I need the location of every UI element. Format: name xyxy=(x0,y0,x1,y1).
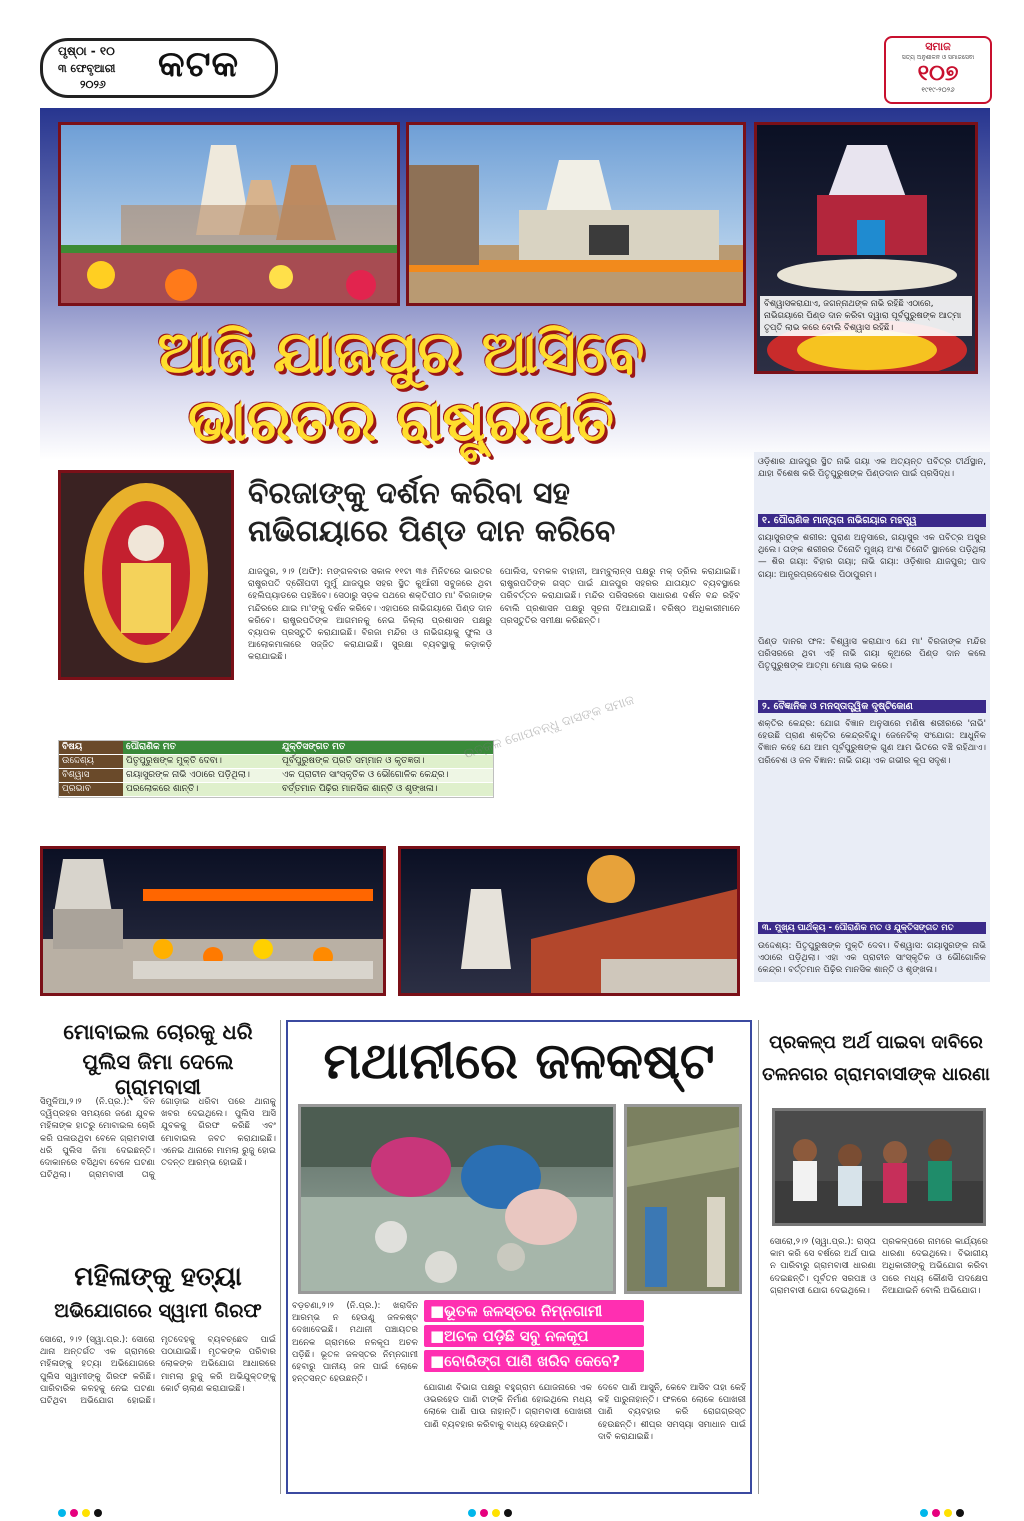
table-col-b: ବର୍ତ୍ତମାନ ପିଢ଼ିର ମାନସିକ ଶାନ୍ତି ଓ ଶୃଙ୍ଖଳା। xyxy=(279,783,493,797)
temple-photo-1 xyxy=(58,122,400,306)
project-headline-line1: ପ୍ରକଳ୍ପ ଅର୍ଥ ପାଇବା ଦାବିରେ xyxy=(769,1032,983,1053)
footer-dots-left xyxy=(56,1502,104,1521)
footer-dots-center xyxy=(466,1502,514,1521)
logo-number: ୧୦୭ xyxy=(917,61,959,86)
table-row xyxy=(59,741,493,755)
temple-illustration-1 xyxy=(61,125,397,303)
table-row xyxy=(59,783,493,797)
tubewell-illustration xyxy=(627,1107,739,1291)
water-photo-women xyxy=(298,1104,616,1294)
registration-dot xyxy=(480,1509,488,1517)
water-photo-illustration xyxy=(301,1107,613,1291)
water-headline: ମଥାନୀରେ ଜଳକଷ୍ଟ xyxy=(323,1032,715,1090)
garden-night-photo xyxy=(40,846,386,996)
table-row xyxy=(59,769,493,783)
registration-dot xyxy=(58,1509,66,1517)
registration-dot xyxy=(82,1509,90,1517)
logo-years: ୧୯୧୯-୨୦୨୬ xyxy=(921,86,955,94)
water-body-col3: ଦେବେ ପାଣି ଆସୁନି, କେବେ ଆସିବ ତାହା କେହି କହି ପାରୁନାହାନ୍ତି। ଫଳରେ ଲୋକେ ପୋଖରୀ ପାଣି ବ୍ୟବହାର କରି ରୋଗଗ୍ରସ୍ତ ହେଉଛନ୍ତି। ଶୀଘ୍ର ସମସ୍ୟା ସମାଧାନ ପାଇଁ ଦାବି କରାଯାଇଛି। xyxy=(598,1383,746,1442)
sidebar-section1-text2: ପିଣ୍ଡ ଦାନର ଫଳ: ବିଶ୍ୱାସ କରାଯାଏ ଯେ ମା' ବିରଜାଙ୍କ ମନ୍ଦିର ପରିସରରେ ଥିବା ଏହି ନାଭି ଗୟା କୂଅରେ ପିଣ୍ଡ ଦାନ କଲେ ପିତୃପୁରୁଷଙ୍କ ଆତ୍ମା ମୋକ୍ଷ ଲାଭ କରେ। xyxy=(758,637,986,672)
sidebar-section2-title: ୨. ବୈଜ୍ଞାନିକ ଓ ମନସ୍ତାତ୍ତ୍ୱିକ ଦୃଷ୍ଟିକୋଣ xyxy=(758,700,986,713)
date-line2: ୨୦୨୬ xyxy=(80,78,106,91)
deity-photo xyxy=(58,470,234,680)
registration-dot xyxy=(70,1509,78,1517)
project-body-col1: ସୋରୋ,୨।୨ (ସ୍ୱା.ପ୍ର.): ରାସ୍ତା କାମ କରି ସେ ବର୍ଷରେ ଅର୍ଥ ପାଇ ନ ପାରିବାରୁ ଗ୍ରାମବାସୀ ଧାରଣା ଦେଇଛନ୍ତି। ପୂର୍ବତନ ସରପଞ୍ଚ ଓ ଗ୍ରାମବାସୀ ଯୋଗ ଦେଇଥିଲେ। xyxy=(770,1237,876,1296)
water-bullet: ■ବୋରିଙ୍ଗ ପାଣି ଖରିବ କେବେ? xyxy=(424,1350,644,1372)
table-key: ବିଷୟ xyxy=(59,741,123,755)
murder-headline-line2: ଅଭିଯୋଗରେ ସ୍ୱାମୀ ଗିରଫ xyxy=(54,1300,262,1322)
temple-night-photo xyxy=(754,122,978,374)
water-bullet: ■ଭୂତଳ ଜଳସ୍ତର ନିମ୍ନଗାମୀ xyxy=(424,1300,644,1322)
column-divider xyxy=(758,1020,759,1494)
water-photo-tubewell xyxy=(624,1104,742,1294)
registration-dot xyxy=(94,1509,102,1517)
project-body-col2: ପ୍ରକଳ୍ପରେ ନାମରେ କାର୍ଯ୍ୟରେ ଧାରଣା ଦେଇଥିଲେ। ବିଭାଗୀୟ ଅଧିକାରୀଙ୍କୁ ଅଭିଯୋଗ କରିବା ପରେ ମଧ୍ୟ କୌଣସି ପଦକ୍ଷେପ ନିଆଯାଇନି ବୋଲି ଅଭିଯୋଗ। xyxy=(882,1237,988,1296)
protest-illustration xyxy=(775,1111,983,1223)
sidebar-section1-title: ୧. ପୌରାଣିକ ମାନ୍ୟତା ନାଭିଗୟାର ମହତ୍ତ୍ୱ xyxy=(758,514,986,527)
lead-body-col2: ପୋଲିସ, ଦମକଳ ବାହାନୀ, ଆମ୍ବୁଲାନ୍ସ ପକ୍ଷରୁ ମକ୍ ଡ୍ରିଲ କରାଯାଇଛି। ରାଷ୍ଟ୍ରପତିଙ୍କ ଗସ୍ତ ପାଇଁ ଯାଜପୁର ସହରର ଯାତାୟାତ ବ୍ୟବସ୍ଥାରେ ପରିବର୍ତ୍ତନ କରାଯାଇଛି। ମନ୍ଦିର ପରିସରରେ ସାଧାରଣ ଦର୍ଶନ ବନ୍ଦ ରହିବ ବୋଲି ପ୍ରଶାସନ ପକ୍ଷରୁ ସୂଚନା ଦିଆଯାଇଛି। ବରିଷ୍ଠ ଅଧିକାରୀମାନେ ପ୍ରସ୍ତୁତିର ସମୀକ୍ଷା କରିଛନ୍ତି। xyxy=(500,567,740,626)
water-bullets xyxy=(424,1300,644,1375)
table-col-a: ଗୟାସୁରଙ୍କ ନାଭି ଏଠାରେ ପଡ଼ିଥିଲା। xyxy=(123,769,279,783)
protest-photo xyxy=(772,1108,986,1226)
registration-dot xyxy=(504,1509,512,1517)
date-line1: ୩ ଫେବୃଆରୀ xyxy=(58,62,116,75)
table-col-b: ଯୁକ୍ତିସଙ୍ଗତ ମତ xyxy=(279,741,493,755)
table-col-a: ପୌରାଣିକ ମତ xyxy=(123,741,279,755)
table-key: ପ୍ରଭାବ xyxy=(59,783,123,797)
registration-dot xyxy=(920,1509,928,1517)
sidebar-section1-text: ଗୟାସୁରଙ୍କ ଶରୀର: ପୁରାଣ ଅନୁସାରେ, ଗୟାସୁର ଏକ ପବିତ୍ର ଅସୁର ଥିଲେ। ତାଙ୍କ ଶରୀରର ତିନୋଟି ମୁଖ୍ୟ ଅଂଶ ତିନୋଟି ସ୍ଥାନରେ ପଡ଼ିଥିଲା — ଶିର ଗୟା: ବିହାର ଗୟା; ନାଭି ଗୟା: ଓଡ଼ିଶାର ଯାଜପୁର; ପାଦ ଗୟା: ଆନ୍ଧ୍ରପ୍ରଦେଶର ପିଠାପୁରମ। xyxy=(758,533,986,580)
water-body-col2: ଯୋଗାଣ ବିଭାଗ ପକ୍ଷରୁ ବହୁଗ୍ରାମ ଯୋଜନାରେ ଏକ ଓଭରହେଡ ପାଣି ଟାଙ୍କି ନିର୍ମାଣ ହୋଇଥିଲେ ମଧ୍ୟ ଲୋକେ ପାଣି ପାଉ ନାହାନ୍ତି। ଗ୍ରାମବାସୀ ପୋଖରୀ ପାଣି ବ୍ୟବହାର କରିବାକୁ ବାଧ୍ୟ ହେଉଛନ୍ତି। xyxy=(424,1383,592,1430)
table-key: ଉଦ୍ଦେଶ୍ୟ xyxy=(59,755,123,769)
registration-dot xyxy=(492,1509,500,1517)
column-divider xyxy=(280,1020,281,1494)
temple-photo-2 xyxy=(406,122,746,306)
comparison-table xyxy=(58,740,494,798)
lead-body-col1: ଯାଜପୁର, ୨।୨ (ଅଫି): ମଙ୍ଗଳବାର ସକାଳ ୧୧ଟା ୩୫ ମିନିଟରେ ଭାରତର ରାଷ୍ଟ୍ରପତି ଦ୍ରୌପଦୀ ମୁର୍ମୁ ଯାଜପୁର ସହର ସ୍ଥିତ କୁଆଁରୀ ସବୁଜରେ ଥିବା ହେଲିପ୍ୟାଡରେ ପହଞ୍ଚିବେ। ସେଠାରୁ ସଡ଼କ ପଥରେ ଶକ୍ତିପୀଠ ମା' ବିରଜାଙ୍କ ମନ୍ଦିରରେ ଯାଇ ମା'ଙ୍କୁ ଦର୍ଶନ କରିବେ। ଏହାପରେ ନାଭିଗୟାରେ ପିଣ୍ଡ ଦାନ କରିବେ। ରାଷ୍ଟ୍ରପତିଙ୍କ ଆଗମନକୁ ନେଇ ଜିଲ୍ଲା ପ୍ରଶାସନ ପକ୍ଷରୁ ବ୍ୟାପକ ପ୍ରସ୍ତୁତି କରାଯାଇଛି। ବିରଜା ମନ୍ଦିର ଓ ନାଭିଗୟାକୁ ଫୁଲ ଓ ଆଲୋକମାଳାରେ ସଜ୍ଜିତ କରାଯାଇଛି। ସୁରକ୍ଷା ବ୍ୟବସ୍ଥାକୁ କଡ଼ାକଡ଼ି କରାଯାଇଛି। xyxy=(248,567,492,663)
table-col-a: ପରଲୋକରେ ଶାନ୍ତି। xyxy=(123,783,279,797)
murder-headline-line1: ମହିଳାଙ୍କୁ ହତ୍ୟା xyxy=(74,1262,242,1292)
deity-illustration xyxy=(61,473,231,677)
lead-subhead-line2: ନାଭିଗୟାରେ ପିଣ୍ଡ ଦାନ କରିବେ xyxy=(248,514,616,549)
page-number: ପୃଷ୍ଠା - ୧୦ xyxy=(58,44,115,58)
masthead-logo xyxy=(884,36,992,104)
murder-story-body: ସୋରୋ, ୨।୨ (ସ୍ୱା.ପ୍ର.): ସୋରୋ ଥାନା ଅନ୍ତର୍ଗତ ଏକ ଗ୍ରାମରେ ମହିଳାଙ୍କୁ ହତ୍ୟା ଅଭିଯୋଗରେ ପୁଲିସ ସ୍ୱାମୀଙ୍କୁ ଗିରଫ କରିଛି। ପାରିବାରିକ କଳହକୁ ନେଇ ଘଟଣା ଘଟିଥିବା ଅଭିଯୋଗ ହୋଇଛି। ମୃତଦେହକୁ ବ୍ୟବଚ୍ଛେଦ ପାଇଁ ପଠାଯାଇଛି। ମୃତକଙ୍କ ପରିବାର ଲୋକଙ୍କ ଅଭିଯୋଗ ଆଧାରରେ ମାମଲା ରୁଜୁ କରି ଅଭିଯୁକ୍ତଙ୍କୁ କୋର୍ଟ ଚାଲାଣ କରାଯାଇଛି। xyxy=(40,1335,276,1407)
garden-illustration xyxy=(43,849,383,993)
temple-roof-photo xyxy=(398,846,740,996)
registration-dot xyxy=(956,1509,964,1517)
water-body-col1: ବଡ଼ଚଣା,୨।୨ (ନି.ପ୍ର.): ଖରାଦିନ ଆରମ୍ଭ ନ ହେଉଣୁ ଜଳକଷ୍ଟ ଦେଖାଦେଇଛି। ମଥାନୀ ପଞ୍ଚାୟତର ଅନେକ ଗ୍ରାମରେ ନଳକୂପ ଅଚଳ ପଡ଼ିଛି। ଭୂତଳ ଜଳସ୍ତର ନିମ୍ନଗାମୀ ହେବାରୁ ପାନୀୟ ଜଳ ପାଇଁ ଲୋକେ ହନ୍ତସନ୍ତ ହେଉଛନ୍ତି। xyxy=(292,1301,418,1385)
night-photo-caption: ବିଶ୍ୱାସକରାଯାଏ, ଜଗନ୍ନାଥଙ୍କ ନାଭି ରହିଛି ଏଠାରେ, ନାଭିଗୟାରେ ପିଣ୍ଡ ଦାନ କରିବା ଦ୍ୱାରା ପୂର୍ବପୁରୁଷଙ୍କ ଆତ୍ମା ତୃପ୍ତି ଲାଭ କରେ ବୋଲି ବିଶ୍ୱାସ ରହିଛି। xyxy=(760,296,972,336)
mobile-headline-line1: ମୋବାଇଲ ଚୋରକୁ ଧରି xyxy=(63,1020,253,1044)
table-col-a: ପିତୃପୁରୁଷଙ୍କ ମୁକ୍ତି ଦେବା। xyxy=(123,755,279,769)
registration-dot xyxy=(468,1509,476,1517)
project-headline-line2: ତଳନଗର ଗ୍ରାମବାସୀଙ୍କ ଧାରଣା xyxy=(762,1064,990,1085)
registration-dot xyxy=(944,1509,952,1517)
table-col-b: ପୂର୍ବପୁରୁଷଙ୍କ ପ୍ରତି ସମ୍ମାନ ଓ କୃତଜ୍ଞତା। xyxy=(279,755,493,769)
table-key: ବିଶ୍ୱାସ xyxy=(59,769,123,783)
temple-roof-illustration xyxy=(401,849,737,993)
sidebar-section3-text: ଉଦ୍ଦେଶ୍ୟ: ପିତୃପୁରୁଷଙ୍କ ମୁକ୍ତି ଦେବା। ବିଶ୍ୱାସ: ଗୟାସୁରଙ୍କ ନାଭି ଏଠାରେ ପଡ଼ିଥିଲା। ଏହା ଏକ ପ୍ରାଚୀନ ସାଂସ୍କୃତିକ ଓ ଭୌଗୋଳିକ କେନ୍ଦ୍ର। ବର୍ତ୍ତମାନ ପିଢ଼ିର ମାନସିକ ଶାନ୍ତି ଓ ଶୃଙ୍ଖଳା। xyxy=(758,941,986,976)
temple-illustration-2 xyxy=(409,125,743,303)
table-col-b: ଏକ ପ୍ରାଚୀନ ସାଂସ୍କୃତିକ ଓ ଭୌଗୋଳିକ କେନ୍ଦ୍ର। xyxy=(279,769,493,783)
sidebar-intro: ଓଡ଼ିଶାର ଯାଜପୁର ସ୍ଥିତ ନାଭି ଗୟା ଏକ ଅତ୍ୟନ୍ତ ପବିତ୍ର ତୀର୍ଥସ୍ଥାନ, ଯାହା ବିଶେଷ କରି ପିତୃପୁରୁଷଙ୍କ ପିଣ୍ଡଦାନ ପାଇଁ ପ୍ରସିଦ୍ଧ। xyxy=(758,457,986,480)
logo-top: ସମାଜ xyxy=(925,40,951,53)
logo-sub: ସତ୍ୟ ଅନୁଶୀଳନ ଓ ସମାଜସେବା xyxy=(901,54,975,61)
lead-subhead-line1: ବିରଜାଙ୍କୁ ଦର୍ଶନ କରିବା ସହ xyxy=(248,476,571,511)
watermark: ଉତ୍କଳ ଗୋପବନ୍ଧୁ ଦାସଙ୍କ ସମାଜ xyxy=(462,692,637,763)
registration-dot xyxy=(932,1509,940,1517)
sidebar-section2-text: ଶକ୍ତିର କେନ୍ଦ୍ର: ଯୋଗ ବିଜ୍ଞାନ ଅନୁସାରେ ମଣିଷ ଶରୀରରେ 'ନାଭି' ହେଉଛି ପ୍ରାଣ ଶକ୍ତିର କେନ୍ଦ୍ରବିନ୍ଦୁ। ଜେନେଟିକ୍ ସଂଯୋଗ: ଆଧୁନିକ ବିଜ୍ଞାନ କହେ ଯେ ଆମ ପୂର୍ବପୁରୁଷଙ୍କ ଗୁଣ ଆମ ଭିତରେ ବଞ୍ଚି ରହିଥାଏ। ପରିବେଶ ଓ ଜଳ ବିଜ୍ଞାନ: ନାଭି ଗୟା ଏକ ଗଭୀର କୂପ ସଦୃଶ। xyxy=(758,719,986,766)
lead-headline-line1: ଆଜି ଯାଜପୁର ଆସିବେ xyxy=(157,318,645,386)
table-row xyxy=(59,755,493,769)
sidebar-section3-title: ୩. ମୁଖ୍ୟ ପାର୍ଥକ୍ୟ - ପୌରାଣିକ ମତ ଓ ଯୁକ୍ତିସଙ୍ଗତ ମତ xyxy=(758,922,986,934)
mobile-story-body: ସିମୁଳିଆ,୨।୨ (ନି.ପ୍ର.): ଦିନ ଦ୍ୱିପ୍ରହର ସମୟରେ ଜଣେ ଯୁବକ ମହିଳାଙ୍କ ହାତରୁ ମୋବାଇଲ ଚୋରି କରି ପଳାଉଥିବା ବେଳେ ଗ୍ରାମବାସୀ ଧରି ପୁଲିସ ଜିମା ଦେଇଛନ୍ତି। ଦୋକାନରେ ବସିଥିବା ବେଳେ ଘଟଣା ଘଟିଥିଲା। ଗ୍ରାମବାସୀ ତାକୁ ଗୋଡ଼ାଇ ଧରିବା ପରେ ଥାନାକୁ ଖବର ଦେଇଥିଲେ। ପୁଲିସ ଆସି ଯୁବକକୁ ଗିରଫ କରିଛି ଏବଂ ମୋବାଇଲ ଜବତ କରାଯାଇଛି। ଏନେଇ ଥାନାରେ ମାମଲା ରୁଜୁ ହୋଇ ତଦନ୍ତ ଆରମ୍ଭ ହୋଇଛି। xyxy=(40,1097,276,1181)
lead-headline-line2: ଭାରତର ରାଷ୍ଟ୍ରପତି xyxy=(188,386,614,454)
section-title: କଟକ xyxy=(158,44,240,85)
water-bullet: ■ଅଚଳ ପଡ଼ିଛି ସବୁ ନଳକୂପ xyxy=(424,1325,644,1347)
footer-dots-right xyxy=(918,1502,966,1521)
mobile-headline-line2: ପୁଲିସ ଜିମା ଦେଲେ ଗ୍ରାମବାସୀ xyxy=(82,1050,234,1099)
